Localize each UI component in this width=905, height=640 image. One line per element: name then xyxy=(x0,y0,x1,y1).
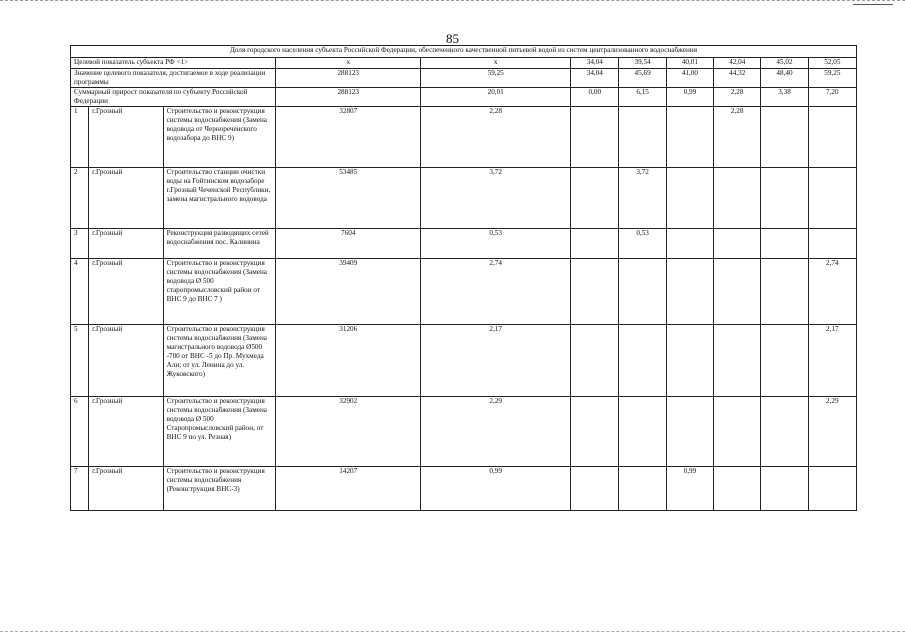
year-value-cell xyxy=(666,229,713,259)
measure-description: Строительство и реконструкция системы водоснабжения (Замена водовода от Чернореченского водозабора до ВНС 9) xyxy=(163,107,276,168)
table-row xyxy=(71,229,857,259)
summary-row xyxy=(71,58,857,69)
summary-cell: 34,04 xyxy=(571,58,619,69)
population-cell: 32902 xyxy=(276,397,421,467)
year-value-cell xyxy=(666,259,713,325)
summary-cell: x xyxy=(276,58,421,69)
year-value-cell xyxy=(761,107,808,168)
increment-cell: 0,53 xyxy=(421,229,571,259)
summary-cell: 6,15 xyxy=(619,88,666,107)
scan-edge-top xyxy=(0,0,905,5)
year-value-cell xyxy=(714,168,761,229)
year-value-cell xyxy=(571,325,619,397)
year-value-cell xyxy=(666,325,713,397)
row-number: 1 xyxy=(71,107,89,168)
population-cell: 39409 xyxy=(276,259,421,325)
year-value-cell xyxy=(571,229,619,259)
summary-cell: x xyxy=(421,58,571,69)
summary-cell: 52,05 xyxy=(808,58,856,69)
year-value-cell xyxy=(808,467,856,511)
summary-cell: 45,69 xyxy=(619,69,666,88)
summary-cell: 41,00 xyxy=(666,69,713,88)
increment-cell: 2,17 xyxy=(421,325,571,397)
year-value-cell xyxy=(619,397,666,467)
year-value-cell xyxy=(619,467,666,511)
year-value-cell xyxy=(666,107,713,168)
table-row xyxy=(71,107,857,168)
row-number: 2 xyxy=(71,168,89,229)
table-row xyxy=(71,397,857,467)
scan-edge-bottom xyxy=(0,631,905,632)
year-value-cell xyxy=(714,397,761,467)
summary-cell: 39,54 xyxy=(619,58,666,69)
city-cell: г.Грозный xyxy=(89,467,163,511)
summary-cell: 44,32 xyxy=(714,69,761,88)
measure-description: Строительство и реконструкция системы водоснабжения (Замена водовода Ø 500 старопромысловский район от ВНС 9 до ВНС 7 ) xyxy=(163,259,276,325)
year-value-cell xyxy=(761,259,808,325)
year-value-cell xyxy=(571,107,619,168)
city-cell: г.Грозный xyxy=(89,325,163,397)
year-value-cell: 0,53 xyxy=(619,229,666,259)
scan-mark xyxy=(853,4,893,5)
summary-cell: 7,20 xyxy=(808,88,856,107)
summary-cell: 288123 xyxy=(276,69,421,88)
city-cell: г.Грозный xyxy=(89,107,163,168)
summary-cell: 59,25 xyxy=(421,69,571,88)
summary-cell: 288123 xyxy=(276,88,421,107)
summary-cell: 0,00 xyxy=(571,88,619,107)
increment-cell: 3,72 xyxy=(421,168,571,229)
city-cell: г.Грозный xyxy=(89,259,163,325)
table-row xyxy=(71,168,857,229)
row-number: 4 xyxy=(71,259,89,325)
city-cell: г.Грозный xyxy=(89,229,163,259)
increment-cell: 2,28 xyxy=(421,107,571,168)
year-value-cell: 3,72 xyxy=(619,168,666,229)
year-value-cell xyxy=(714,229,761,259)
summary-cell: 59,25 xyxy=(808,69,856,88)
table-title: Доля городского населения субъекта Российской Федерации, обеспеченного качественной питьевой водой из систем централизованного водоснабжения xyxy=(71,46,857,58)
year-value-cell xyxy=(761,229,808,259)
year-value-cell xyxy=(571,259,619,325)
row-number: 5 xyxy=(71,325,89,397)
summary-label: Целевой показатель субъекта РФ <1> xyxy=(71,58,276,69)
table-row xyxy=(71,259,857,325)
city-cell: г.Грозный xyxy=(89,397,163,467)
summary-label: Значение целевого показателя, достигаемое в ходе реализации программы xyxy=(71,69,276,88)
increment-cell: 2,74 xyxy=(421,259,571,325)
year-value-cell xyxy=(714,259,761,325)
year-value-cell: 0,99 xyxy=(666,467,713,511)
year-value-cell: 2,28 xyxy=(714,107,761,168)
year-value-cell xyxy=(761,325,808,397)
year-value-cell xyxy=(808,229,856,259)
year-value-cell xyxy=(619,259,666,325)
year-value-cell xyxy=(761,397,808,467)
measure-description: Строительство станции очистки воды на Гойтинском водозаборе г.Грозный Чеченской Республики, замена магистрального водовода xyxy=(163,168,276,229)
population-cell: 32807 xyxy=(276,107,421,168)
table-row xyxy=(71,467,857,511)
row-number: 6 xyxy=(71,397,89,467)
year-value-cell xyxy=(808,107,856,168)
year-value-cell xyxy=(714,467,761,511)
population-cell: 31206 xyxy=(276,325,421,397)
year-value-cell xyxy=(666,397,713,467)
population-cell: 7604 xyxy=(276,229,421,259)
summary-cell: 3,38 xyxy=(761,88,808,107)
row-number: 3 xyxy=(71,229,89,259)
summary-row xyxy=(71,88,857,107)
year-value-cell xyxy=(761,168,808,229)
increment-cell: 2,29 xyxy=(421,397,571,467)
table-title-row xyxy=(71,46,857,58)
measure-description: Строительство и реконструкция системы водоснабжения (Замена магистрального водовода Ø500 -700 от ВНС -5 до Пр. Мухмеда Али; от ул. Ленина до ул. Жуковского) xyxy=(163,325,276,397)
summary-cell: 45,02 xyxy=(761,58,808,69)
year-value-cell: 2,29 xyxy=(808,397,856,467)
indicator-table xyxy=(70,45,857,511)
year-value-cell xyxy=(619,325,666,397)
year-value-cell xyxy=(571,467,619,511)
year-value-cell: 2,74 xyxy=(808,259,856,325)
summary-label: Суммарный прирост показателя по субъекту Российской Федерации xyxy=(71,88,276,107)
city-cell: г.Грозный xyxy=(89,168,163,229)
summary-cell: 48,40 xyxy=(761,69,808,88)
year-value-cell xyxy=(714,325,761,397)
year-value-cell xyxy=(666,168,713,229)
measure-description: Строительство и реконструкция системы водоснабжения (Реконструкция ВНС-3) xyxy=(163,467,276,511)
population-cell: 14207 xyxy=(276,467,421,511)
year-value-cell xyxy=(571,168,619,229)
summary-cell: 0,99 xyxy=(666,88,713,107)
table-row xyxy=(71,325,857,397)
year-value-cell: 2,17 xyxy=(808,325,856,397)
summary-cell: 40,01 xyxy=(666,58,713,69)
summary-cell: 2,28 xyxy=(714,88,761,107)
increment-cell: 0,99 xyxy=(421,467,571,511)
summary-cell: 42,04 xyxy=(714,58,761,69)
year-value-cell xyxy=(619,107,666,168)
population-cell: 53485 xyxy=(276,168,421,229)
summary-row xyxy=(71,69,857,88)
year-value-cell xyxy=(571,397,619,467)
measure-description: Строительство и реконструкция системы водоснабжения (Замена водовода Ø 500 Старопромысловский район, от ВНС 9 по ул. Резная) xyxy=(163,397,276,467)
measure-description: Реконструкция разводящих сетей водоснабжения пос. Калинина xyxy=(163,229,276,259)
row-number: 7 xyxy=(71,467,89,511)
summary-cell: 20,01 xyxy=(421,88,571,107)
summary-cell: 34,04 xyxy=(571,69,619,88)
year-value-cell xyxy=(808,168,856,229)
year-value-cell xyxy=(761,467,808,511)
page-number: 85 xyxy=(446,31,459,46)
